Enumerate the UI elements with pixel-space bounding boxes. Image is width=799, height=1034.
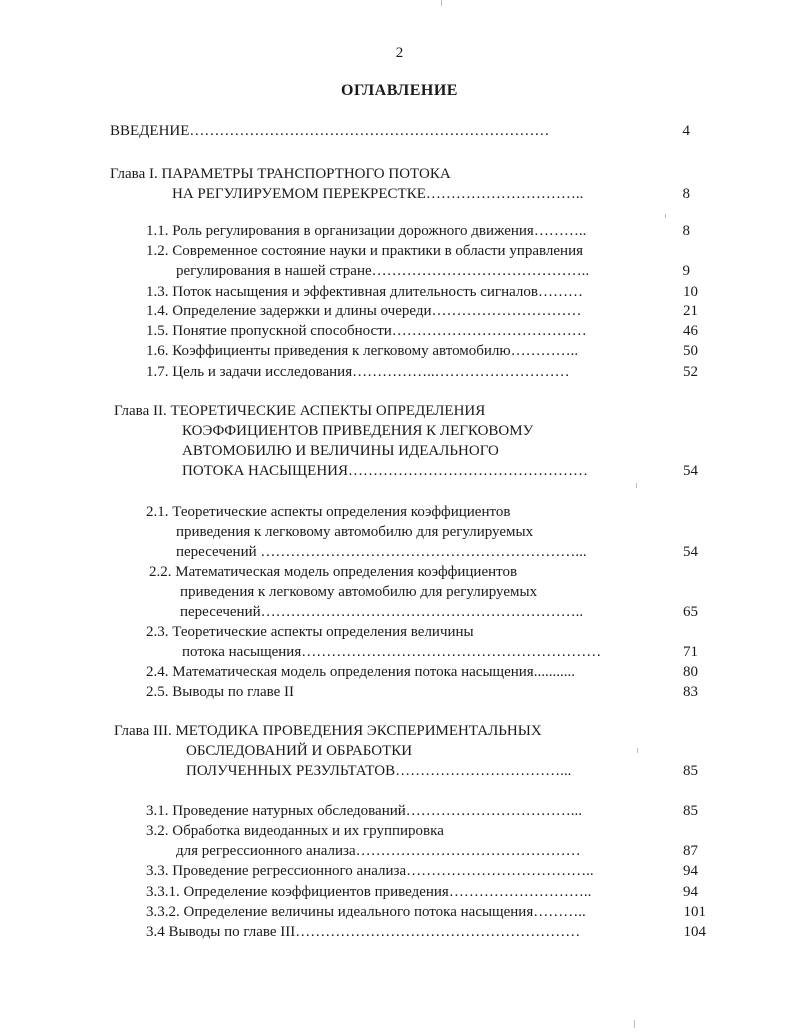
toc-entry-3-3-1: 3.3.1. Определение коэффициентов приведения………………………..: [146, 884, 592, 900]
scan-speck: [637, 748, 638, 753]
toc-entry-chapter-3-cont1: ОБСЛЕДОВАНИЙ И ОБРАБОТКИ: [186, 743, 413, 759]
scan-speck: [441, 0, 442, 6]
toc-entry-chapter-1-cont: НА РЕГУЛИРУЕМОМ ПЕРЕКРЕСТКЕ…………………………..: [172, 186, 584, 202]
toc-page-chapter-3: 85: [683, 763, 698, 779]
toc-entry-2-2: 2.2. Математическая модель определения коэффициентов: [149, 564, 518, 580]
toc-page-3-4: 104: [683, 924, 706, 940]
toc-page-3-3: 94: [683, 863, 698, 879]
toc-page-3-1: 85: [683, 803, 698, 819]
toc-page-3-3-1: 94: [683, 884, 698, 900]
toc-entry-3-2: 3.2. Обработка видеоданных и их группировка: [146, 823, 444, 839]
toc-entry-chapter-2: Глава II. ТЕОРЕТИЧЕСКИЕ АСПЕКТЫ ОПРЕДЕЛЕНИЯ: [114, 403, 486, 419]
toc-entry-3-2-cont: для регрессионного анализа………………………………………: [176, 843, 581, 859]
scan-speck: [665, 214, 666, 218]
toc-page-2-2: 65: [683, 604, 698, 620]
toc-page-1-2: 9: [682, 263, 690, 279]
toc-entry-3-1: 3.1. Проведение натурных обследований……………………………...: [146, 803, 583, 819]
page-number: 2: [395, 45, 404, 61]
toc-entry-2-5: 2.5. Выводы по главе II: [146, 684, 295, 700]
toc-entry-chapter-3-cont2: ПОЛУЧЕННЫХ РЕЗУЛЬТАТОВ……………………………...: [186, 763, 572, 779]
toc-entry-1-2-cont: регулирования в нашей стране……………………………………..: [176, 263, 590, 279]
toc-page-chapter-2: 54: [683, 463, 698, 479]
toc-entry-1-1: 1.1. Роль регулирования в организации дорожного движения………..: [146, 223, 587, 239]
toc-page-1-1: 8: [682, 223, 690, 239]
toc-entry-2-3-cont: потока насыщения……………………………………………………: [182, 644, 602, 660]
toc-entry-2-1-cont1: приведения к легковому автомобилю для регулируемых: [176, 524, 534, 540]
toc-entry-3-4: 3.4 Выводы по главе III…………………………………………………: [146, 924, 581, 940]
toc-page-1-3: 10: [683, 284, 698, 300]
toc-page-introduction: 4: [682, 123, 690, 139]
toc-page-1-4: 21: [683, 303, 698, 319]
scan-speck: [634, 1020, 635, 1028]
toc-page-2-4: 80: [683, 664, 698, 680]
toc-entry-chapter-3: Глава III. МЕТОДИКА ПРОВЕДЕНИЯ ЭКСПЕРИМЕНТАЛЬНЫХ: [114, 723, 542, 739]
toc-entry-chapter-2-cont2: АВТОМОБИЛЮ И ВЕЛИЧИНЫ ИДЕАЛЬНОГО: [182, 443, 499, 459]
toc-entry-1-5: 1.5. Понятие пропускной способности…………………………………: [146, 323, 587, 339]
toc-entry-2-2-cont1: приведения к легковому автомобилю для регулируемых: [180, 584, 538, 600]
toc-entry-2-2-cont2: пересечений………………………………………………………..: [180, 604, 584, 620]
toc-entry-2-4: 2.4. Математическая модель определения потока насыщения...........: [146, 664, 575, 680]
toc-page-2-3: 71: [683, 644, 698, 660]
toc-entry-introduction: ВВЕДЕНИЕ………………………………………………………………: [110, 123, 550, 139]
toc-page-1-6: 50: [683, 343, 698, 359]
toc-page-2-5: 83: [683, 684, 698, 700]
toc-entry-1-2: 1.2. Современное состояние науки и практики в области управления: [146, 243, 583, 259]
toc-entry-1-3: 1.3. Поток насыщения и эффективная длительность сигналов………: [146, 284, 583, 300]
toc-entry-chapter-2-cont1: КОЭФФИЦИЕНТОВ ПРИВЕДЕНИЯ К ЛЕГКОВОМУ: [182, 423, 534, 439]
toc-page-2-1: 54: [683, 544, 698, 560]
toc-entry-2-1: 2.1. Теоретические аспекты определения коэффициентов: [146, 504, 511, 520]
toc-page-1-5: 46: [683, 323, 698, 339]
toc-entry-1-4: 1.4. Определение задержки и длины очереди…………………………: [146, 303, 582, 319]
toc-page-1-7: 52: [683, 364, 698, 380]
toc-entry-3-3-2: 3.3.2. Определение величины идеального потока насыщения………..: [146, 904, 586, 920]
toc-page-3-2: 87: [683, 843, 698, 859]
toc-page-3-3-2: 101: [683, 904, 706, 920]
toc-title: ОГЛАВЛЕНИЕ: [341, 82, 458, 99]
toc-page-chapter-1: 8: [682, 186, 690, 202]
toc-entry-chapter-2-cont3: ПОТОКА НАСЫЩЕНИЯ…………………………………………: [182, 463, 589, 479]
scan-speck: [636, 483, 637, 488]
toc-entry-2-3: 2.3. Теоретические аспекты определения величины: [146, 624, 474, 640]
toc-entry-chapter-1: Глава I. ПАРАМЕТРЫ ТРАНСПОРТНОГО ПОТОКА: [110, 166, 451, 182]
toc-entry-1-7: 1.7. Цель и задачи исследования……………..………………………: [146, 364, 570, 380]
toc-entry-2-1-cont2: пересечений ………………………………………………………...: [176, 544, 587, 560]
toc-entry-1-6: 1.6. Коэффициенты приведения к легковому автомобилю…………..: [146, 343, 579, 359]
toc-entry-3-3: 3.3. Проведение регрессионного анализа………………………………..: [146, 863, 594, 879]
